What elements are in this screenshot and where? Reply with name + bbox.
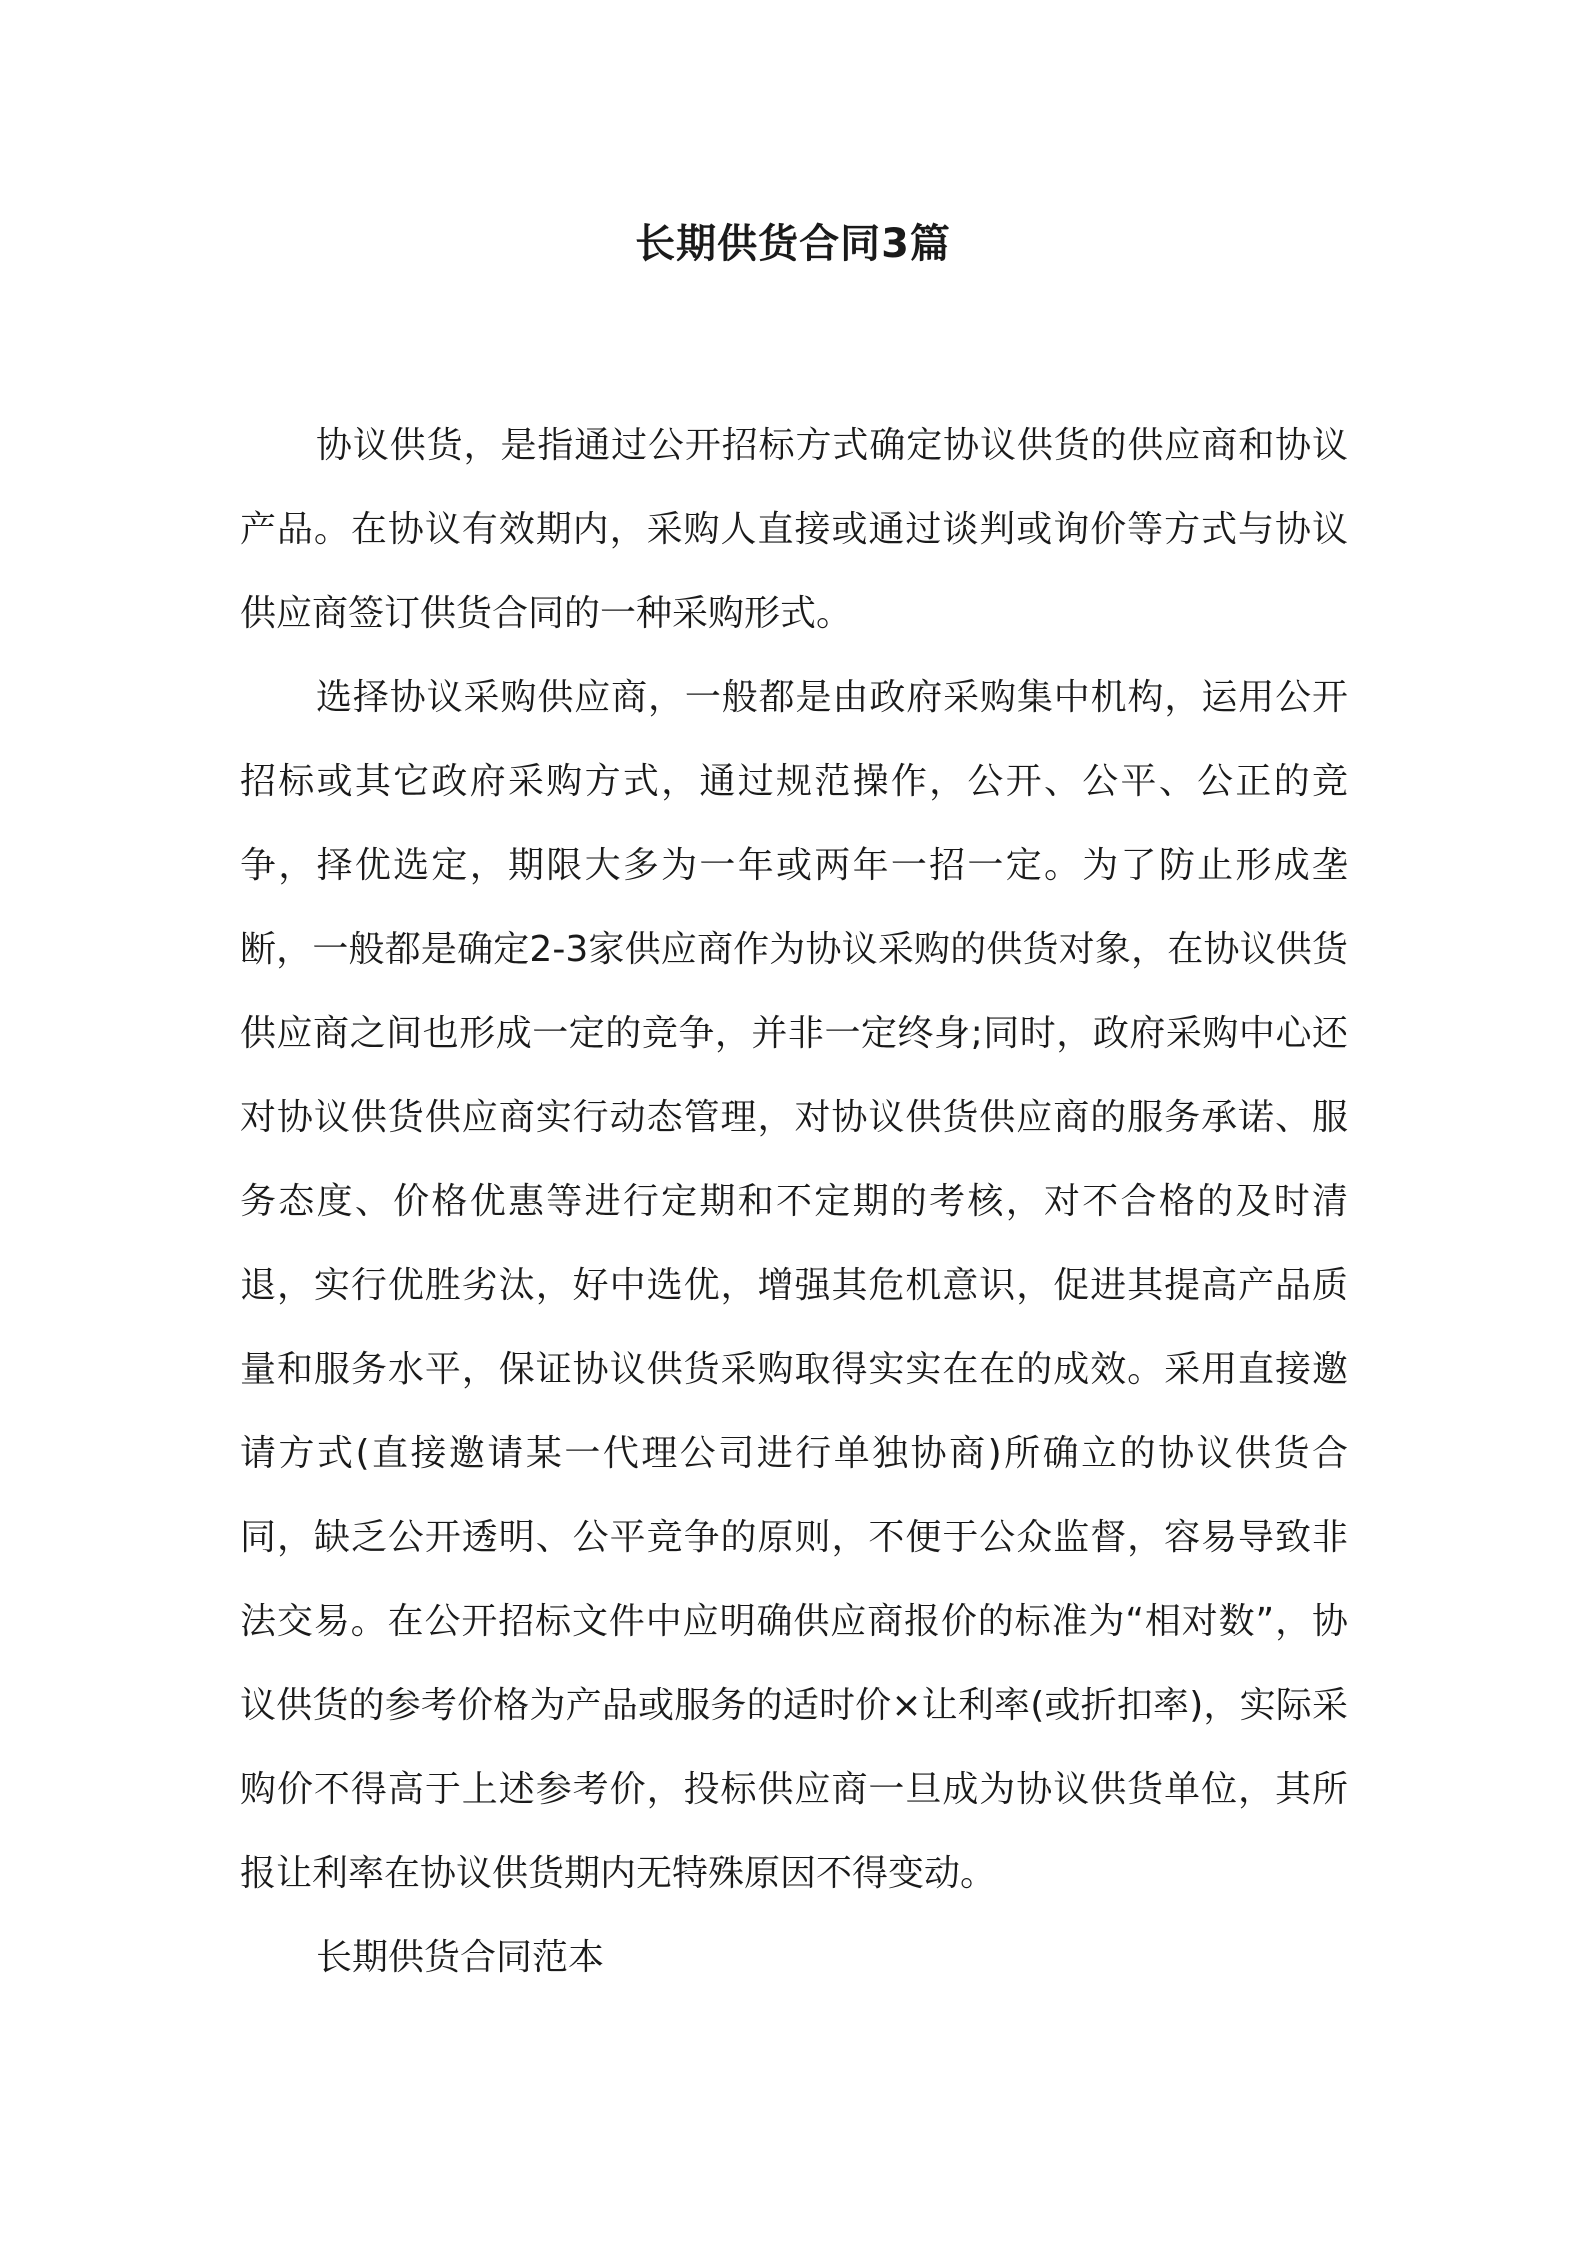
paragraph-intro: 协议供货，是指通过公开招标方式确定协议供货的供应商和协议产品。在协议有效期内，采购人直接或通过谈判或询价等方式与协议供应商签订供货合同的一种采购形式。 xyxy=(240,425,1348,634)
document-body xyxy=(240,404,1348,2000)
document-title: 长期供货合同3篇 xyxy=(635,221,951,267)
section-heading: 长期供货合同范本 xyxy=(316,1937,605,1978)
paragraph-selection: 选择协议采购供应商，一般都是由政府采购集中机构，运用公开招标或其它政府采购方式，通过规范操作，公开、公平、公正的竞争，择优选定，期限大多为一年或两年一招一定。为了防止形成垄断，一般都是确定2-3家供应商作为协议采购的供货对象，在协议供货供应商之间也形成一定的竞争，并非一定终身;同时，政府采购中心还对协议供货供应商实行动态管理，对协议供货供应商的服务承诺、服务态度、价格优惠等进行定期和不定期的考核，对不合格的及时清退，实行优胜劣汰，好中选优，增强其危机意识，促进其提高产品质量和服务水平，保证协议供货采购取得实实在在的成效。采用直接邀请方式(直接邀请某一代理公司进行单独协商)所确立的协议供货合同，缺乏公开透明、公平竞争的原则，不便于公众监督，容易导致非法交易。在公开招标文件中应明确供应商报价的标准为“相对数”，协议供货的参考价格为产品或服务的适时价×让利率(或折扣率)，实际采购价不得高于上述参考价，投标供应商一旦成为协议供货单位，其所报让利率在协议供货期内无特殊原因不得变动。 xyxy=(240,677,1348,1894)
